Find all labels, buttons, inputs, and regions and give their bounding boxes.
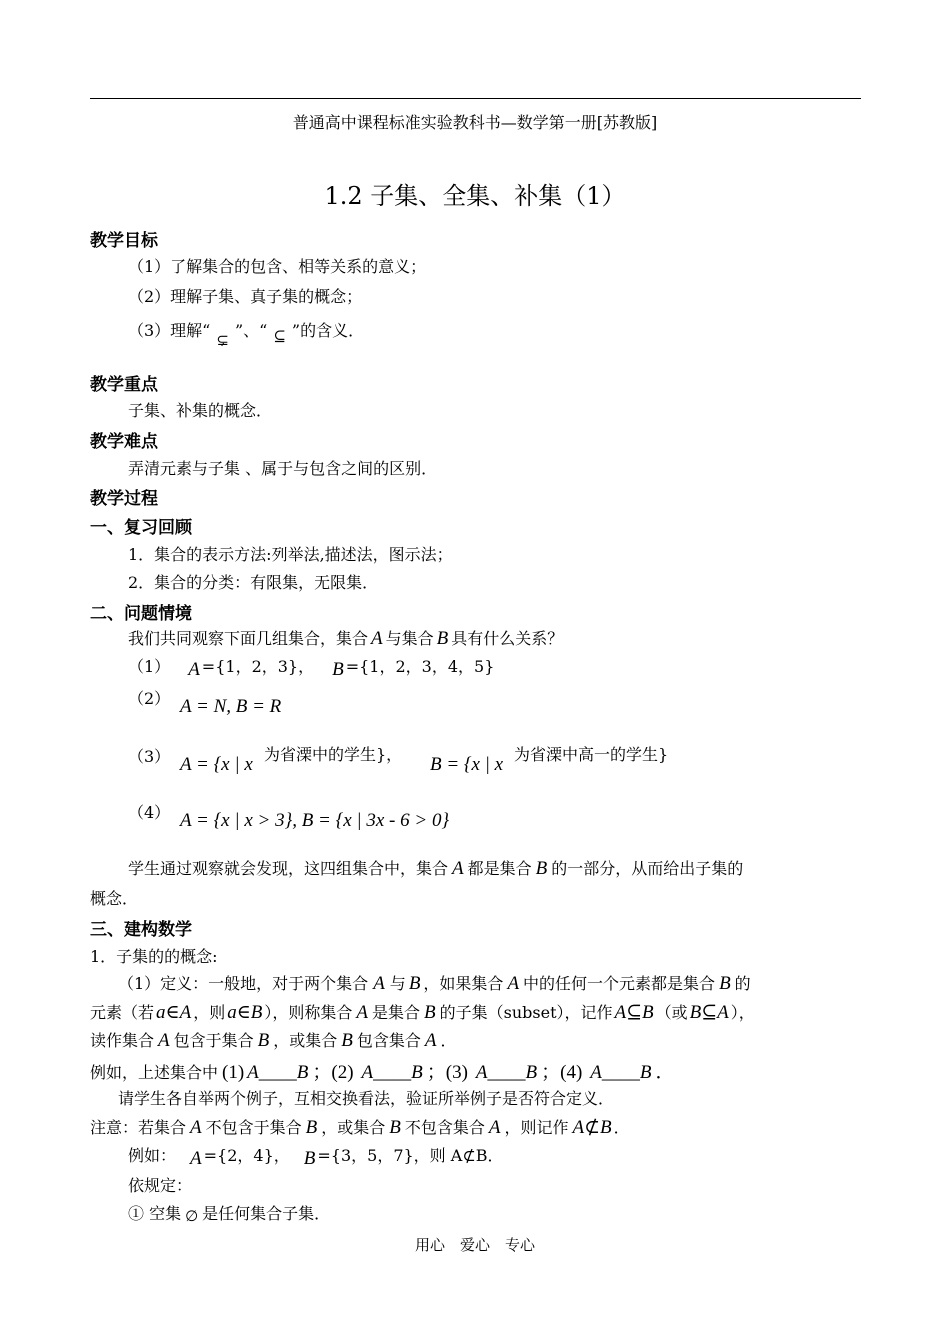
def-1-c: ，如果集合 xyxy=(423,974,504,993)
example-1-b-value: ={1，2，3，4，5} xyxy=(345,657,495,676)
ask-students: 请学生各自举两个例子，互相交换看法，验证所举例子是否符合定义． xyxy=(118,1089,615,1108)
note-set-b2: B xyxy=(389,1117,401,1138)
eg-2-label: ；(2) xyxy=(312,1062,354,1083)
note-set-a: A xyxy=(190,1117,202,1138)
def-3-d: 包含集合 xyxy=(356,1031,421,1050)
rule-1-b: 是任何集合子集． xyxy=(202,1204,331,1223)
def-2-set-a: A xyxy=(356,1002,368,1023)
def-2-c: ，则 xyxy=(193,1003,226,1022)
def-3-c: ，或集合 xyxy=(273,1031,338,1050)
example-1-b: B xyxy=(332,659,344,680)
review-item-1: 1．集合的表示方法:列举法,描述法，图示法； xyxy=(128,545,453,564)
example-2-math: A = N, B = R xyxy=(180,696,282,717)
set-b: B xyxy=(436,628,449,649)
proper-subset-symbol: ⊊ xyxy=(216,331,229,349)
eg-4-b: B xyxy=(639,1062,652,1083)
construct-item-1: 1．子集的的概念: xyxy=(90,947,218,966)
eg-2-b: B xyxy=(411,1062,423,1083)
ex-b-value: ={3，5，7}，则 A⊄B． xyxy=(317,1146,504,1165)
note-c: ，或集合 xyxy=(321,1118,386,1137)
example-1-a: A xyxy=(188,659,200,680)
def-3-b: 包含于集合 xyxy=(173,1031,254,1050)
situation-intro xyxy=(128,626,563,650)
eg-2-a: A xyxy=(361,1062,374,1083)
definition-line-3 xyxy=(90,1028,457,1052)
empty-set-symbol: ∅ xyxy=(185,1207,199,1225)
def-3-set-b2: B xyxy=(341,1030,353,1051)
set-a: A xyxy=(371,628,383,649)
example-1-label: （1） xyxy=(128,657,171,676)
def-3-set-a2: A xyxy=(424,1030,437,1051)
definition-line-1 xyxy=(118,971,751,995)
note-not-subset: A⊄B xyxy=(572,1117,612,1138)
intro-text-c: 具有什么关系？ xyxy=(451,629,564,648)
eg-4-blank[interactable]: ____ xyxy=(601,1062,640,1083)
def-2-g: 的子集（subset），记作 xyxy=(439,1003,613,1022)
intro-text-b: 与集合 xyxy=(385,629,434,648)
note-b: 不包含于集合 xyxy=(205,1118,302,1137)
example-3-b-math: B = {x | x xyxy=(430,754,504,775)
def-2-a-subset-b: A⊆B xyxy=(614,1002,654,1023)
def-3-set-a: A xyxy=(158,1030,170,1051)
eg-end: ． xyxy=(655,1062,675,1083)
eg-1-b: B xyxy=(296,1062,309,1083)
subset-symbol: ⊆ xyxy=(273,327,286,345)
note-set-a2: A xyxy=(488,1117,501,1138)
header-rule xyxy=(90,98,861,99)
def-2-a: 元素（若 xyxy=(90,1003,155,1022)
page-title: 1.2 子集、全集、补集（1） xyxy=(324,182,626,210)
note-a: 注意：若集合 xyxy=(90,1118,187,1137)
eg-4-label: ；(4) xyxy=(541,1062,583,1083)
example-4-label: （4） xyxy=(128,803,171,822)
page-footer: 用心 爱心 专心 xyxy=(414,1236,535,1254)
ex-pre: 例如： xyxy=(128,1146,177,1165)
def-3-a: 读作集合 xyxy=(90,1031,155,1050)
intro-text-a: 我们共同观察下面几组集合，集合 xyxy=(128,629,369,648)
eg-4-a: A xyxy=(590,1062,602,1083)
goal-3-post: ”的含义． xyxy=(291,321,365,340)
eg-2-blank[interactable]: ____ xyxy=(373,1062,412,1083)
goals-heading: 教学目标 xyxy=(90,231,158,251)
example-not-subset xyxy=(128,1143,504,1167)
def-1-set-a: A xyxy=(373,973,385,994)
def-2-e: ），则称集合 xyxy=(264,1003,353,1022)
goal-3-pre: （3）理解“ xyxy=(128,321,211,340)
review-heading: 一、复习回顾 xyxy=(90,518,192,538)
goal-2: （2）理解子集、真子集的概念； xyxy=(128,287,363,306)
def-2-k: ）， xyxy=(730,1003,755,1022)
note-set-b: B xyxy=(305,1117,318,1138)
difficulty-text: 弄清元素与子集 、属于与包含之间的区别． xyxy=(128,459,438,478)
def-1-e: 的 xyxy=(734,974,751,993)
def-1-set-b2: B xyxy=(719,973,731,994)
construct-heading: 三、建构数学 xyxy=(90,920,192,940)
process-heading: 教学过程 xyxy=(90,489,158,509)
eg-1-a: A xyxy=(247,1062,259,1083)
def-1-d: 中的任何一个元素都是集合 xyxy=(523,974,716,993)
ex-set-a: A xyxy=(190,1148,202,1169)
def-1-set-b: B xyxy=(408,973,421,994)
note-line xyxy=(90,1115,630,1139)
eg-pre: 例如，上述集合中 xyxy=(90,1063,219,1082)
def-2-b-subset-a: B⊆A xyxy=(689,1002,729,1023)
focus-heading: 教学重点 xyxy=(90,375,158,395)
goal-3 xyxy=(128,318,365,349)
eg-3-label: ；(3) xyxy=(426,1062,468,1083)
conclusion-line-1 xyxy=(128,856,743,880)
definition-line-2 xyxy=(90,1000,755,1024)
conclusion-set-a: A xyxy=(452,858,464,879)
example-3-a-math: A = {x | x xyxy=(180,754,253,775)
example-2-label: （2） xyxy=(128,689,171,708)
conclusion-line-2: 概念． xyxy=(90,889,139,908)
example-1 xyxy=(128,654,494,678)
ex-a-value: ={2，4}， xyxy=(203,1146,290,1165)
rule-1-a: ① 空集 xyxy=(128,1204,182,1223)
goal-1: （1）了解集合的包含、相等关系的意义； xyxy=(128,257,427,276)
def-1-set-a2: A xyxy=(507,973,520,994)
example-1-a-value: ={1，2，3}， xyxy=(201,657,315,676)
def-2-a-in-a: a∈A xyxy=(156,1002,192,1023)
def-1-b: 与 xyxy=(389,974,406,993)
goal-3-mid: ”、“ xyxy=(234,321,268,340)
def-2-f: 是集合 xyxy=(372,1003,421,1022)
rule-1 xyxy=(128,1201,330,1224)
def-1-a: （1）定义：一般地，对于两个集合 xyxy=(118,974,369,993)
conclusion-text-b: 都是集合 xyxy=(467,859,532,878)
conclusion-text-a: 学生通过观察就会发现，这四组集合中，集合 xyxy=(128,859,449,878)
example-3-a-text: 为省溧中的学生}， xyxy=(264,745,403,764)
conclusion-set-b: B xyxy=(535,858,548,879)
eg-1-label: (1) xyxy=(222,1062,245,1083)
def-2-i: （或 xyxy=(655,1003,688,1022)
review-item-2: 2．集合的分类：有限集，无限集． xyxy=(128,573,379,592)
conclusion-text-c: 的一部分，从而给出子集的 xyxy=(551,859,744,878)
note-g: ． xyxy=(613,1118,630,1137)
difficulty-heading: 教学难点 xyxy=(90,432,158,452)
eg-1-blank[interactable]: ____ xyxy=(258,1062,297,1083)
running-header: 普通高中课程标准实验教科书—数学第一册[苏教版] xyxy=(292,113,658,132)
example-4-math: A = {x | x > 3}, B = {x | 3x - 6 > 0} xyxy=(180,810,450,831)
ex-set-b: B xyxy=(303,1148,316,1169)
def-2-a-in-b: a∈B xyxy=(227,1002,263,1023)
note-e: ，则记作 xyxy=(504,1118,569,1137)
example-subset-line xyxy=(90,1057,675,1084)
eg-3-a: A xyxy=(475,1062,488,1083)
note-d: 不包含集合 xyxy=(404,1118,485,1137)
def-3-e: ． xyxy=(440,1031,457,1050)
focus-text: 子集、补集的概念． xyxy=(128,401,273,420)
eg-3-blank[interactable]: ____ xyxy=(487,1062,526,1083)
example-3-label: （3） xyxy=(128,747,171,766)
def-3-set-b: B xyxy=(257,1030,270,1051)
example-3-b-text: 为省溧中高一的学生} xyxy=(514,745,669,764)
def-2-set-b: B xyxy=(424,1002,436,1023)
eg-3-b: B xyxy=(525,1062,538,1083)
rule-heading: 依规定： xyxy=(128,1176,193,1195)
situation-heading: 二、问题情境 xyxy=(90,604,192,624)
